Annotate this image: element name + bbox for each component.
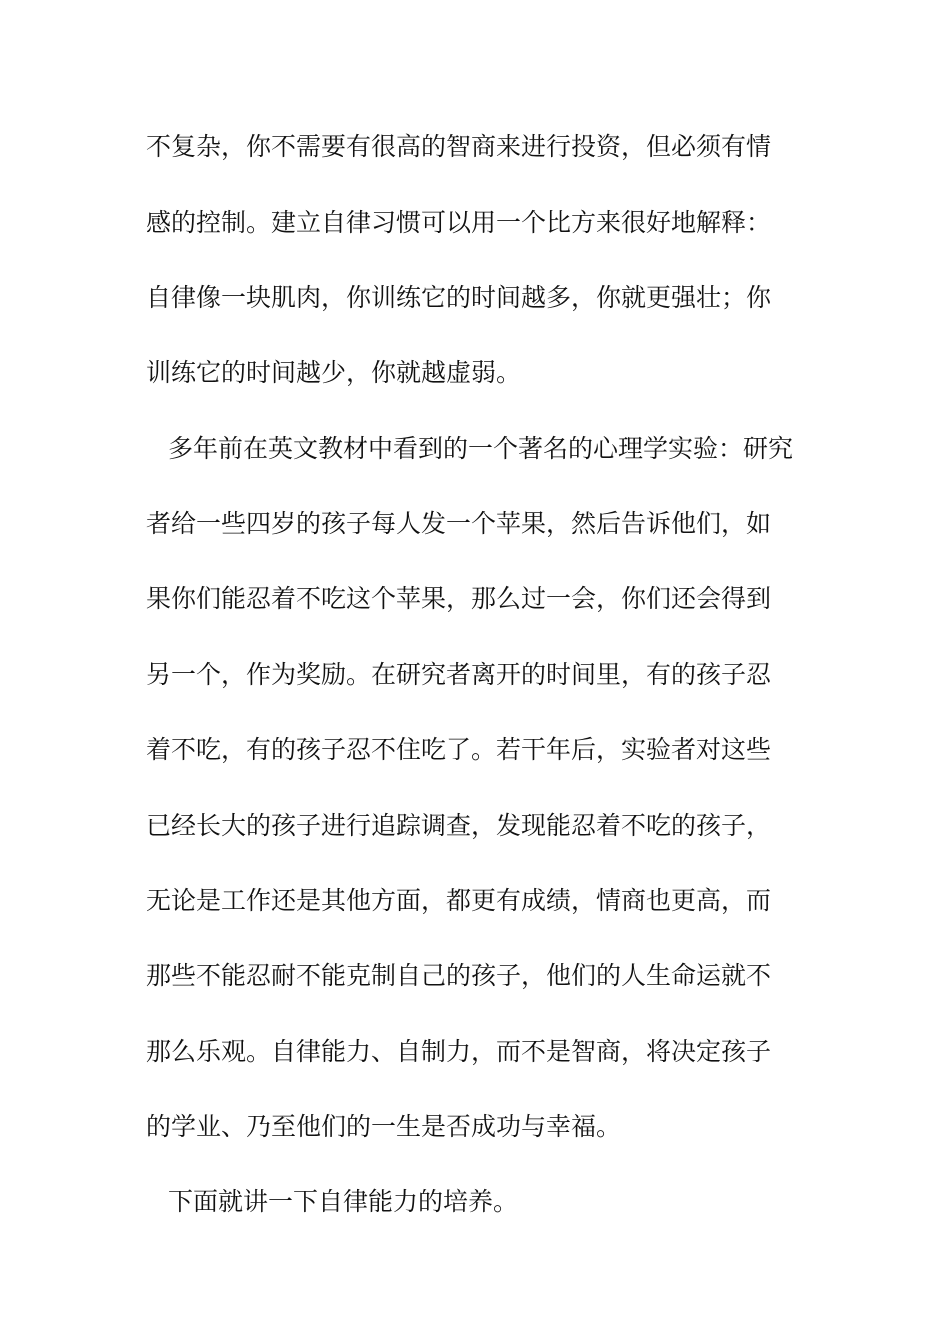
paragraph-3-line-1: 下面就讲一下自律能力的培养。 <box>168 1187 519 1216</box>
paragraph-2-line-5: 着不吃，有的孩子忍不住吃了。若干年后，实验者对这些 <box>146 735 772 764</box>
paragraph-2-line-8: 那些不能忍耐不能克制自己的孩子，他们的人生命运就不 <box>146 961 772 990</box>
paragraph-2-line-9: 那么乐观。自律能力、自制力，而不是智商，将决定孩子 <box>146 1037 772 1066</box>
paragraph-2-line-2: 者给一些四岁的孩子每人发一个苹果，然后告诉他们，如 <box>146 509 772 538</box>
text-line-2: 感的控制。建立自律习惯可以用一个比方来很好地解释： <box>146 208 772 237</box>
paragraph-2-line-6: 已经长大的孩子进行追踪调查，发现能忍着不吃的孩子， <box>146 811 772 840</box>
text-line-1: 不复杂，你不需要有很高的智商来进行投资，但必须有情 <box>146 132 772 161</box>
paragraph-2-line-1: 多年前在英文教材中看到的一个著名的心理学实验：研究 <box>168 434 794 463</box>
paragraph-2-line-3: 果你们能忍着不吃这个苹果，那么过一会，你们还会得到 <box>146 584 772 613</box>
text-line-3: 自律像一块肌肉，你训练它的时间越多，你就更强壮；你 <box>146 283 772 312</box>
text-line-4: 训练它的时间越少，你就越虚弱。 <box>146 358 522 387</box>
paragraph-2-line-10: 的学业、乃至他们的一生是否成功与幸福。 <box>146 1112 622 1141</box>
paragraph-2-line-7: 无论是工作还是其他方面，都更有成绩，情商也更高，而 <box>146 886 772 915</box>
paragraph-2-line-4: 另一个，作为奖励。在研究者离开的时间里，有的孩子忍 <box>146 660 772 689</box>
